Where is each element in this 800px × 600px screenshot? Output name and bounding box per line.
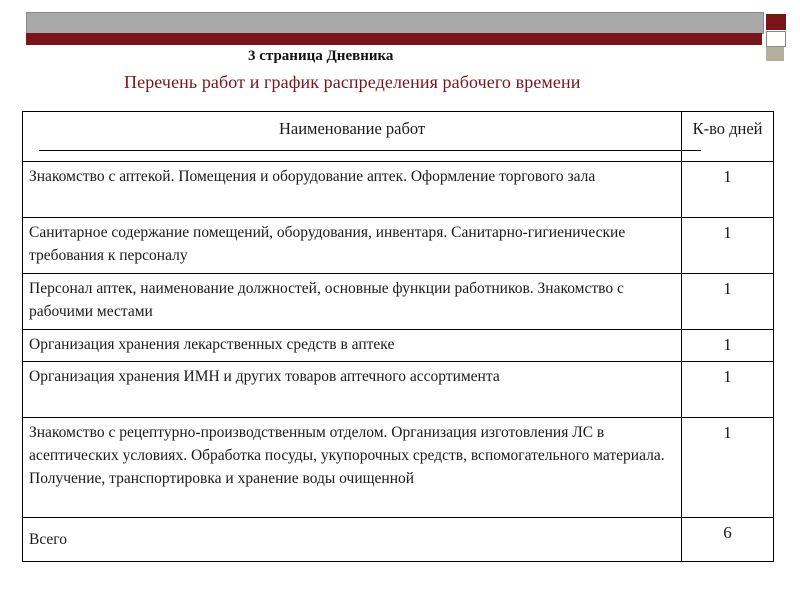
table-row <box>23 418 774 518</box>
row-days-cell: 1 <box>682 162 774 218</box>
row-name-cell: Санитарное содержание помещений, оборудования, инвентаря. Санитарно-гигиенические требования к персоналу <box>23 218 682 274</box>
header-days-cell <box>682 112 774 162</box>
row-name-cell: Знакомство с рецептурно-производственным отделом. Организация изготовления ЛС в асептических условиях. Обработка посуды, укупорочных средств, вспомогательного материала. Получение, транспортировка и хранение воды очищенной <box>23 418 682 518</box>
table-header-row <box>23 112 774 162</box>
total-label-cell: Всего <box>23 518 682 562</box>
header-days-label: К-во дней <box>692 119 763 138</box>
header-name-cell <box>23 112 682 162</box>
row-days-cell: 1 <box>682 330 774 362</box>
row-days-cell: 1 <box>682 362 774 418</box>
row-name-cell: Организация хранения лекарственных средств в аптеке <box>23 330 682 362</box>
row-name-cell: Знакомство с аптекой. Помещения и оборудование аптек. Оформление торгового зала <box>23 162 682 218</box>
row-days-cell: 1 <box>682 274 774 330</box>
row-days-cell: 1 <box>682 218 774 274</box>
page-subtitle: Перечень работ и график распределения рабочего времени <box>124 72 581 92</box>
table-row <box>23 330 774 362</box>
decorative-square-white <box>766 31 786 47</box>
decorative-bar-accent <box>26 33 762 45</box>
works-table <box>22 111 774 562</box>
table-row <box>23 274 774 330</box>
row-name-cell: Организация хранения ИМН и других товаров аптечного ассортимента <box>23 362 682 418</box>
table-row <box>23 162 774 218</box>
decorative-square-red <box>766 14 786 30</box>
table-row <box>23 218 774 274</box>
header-name-label: Наименование работ <box>278 119 426 138</box>
header-underline <box>39 150 701 151</box>
page-title: 3 страница Дневника <box>248 48 394 64</box>
total-days-cell: 6 <box>682 518 774 562</box>
table-row <box>23 362 774 418</box>
table-total-row <box>23 518 774 562</box>
decorative-bar-top <box>26 12 764 34</box>
row-days-cell: 1 <box>682 418 774 518</box>
row-name-cell: Персонал аптек, наименование должностей, основные функции работников. Знакомство с рабочими местами <box>23 274 682 330</box>
